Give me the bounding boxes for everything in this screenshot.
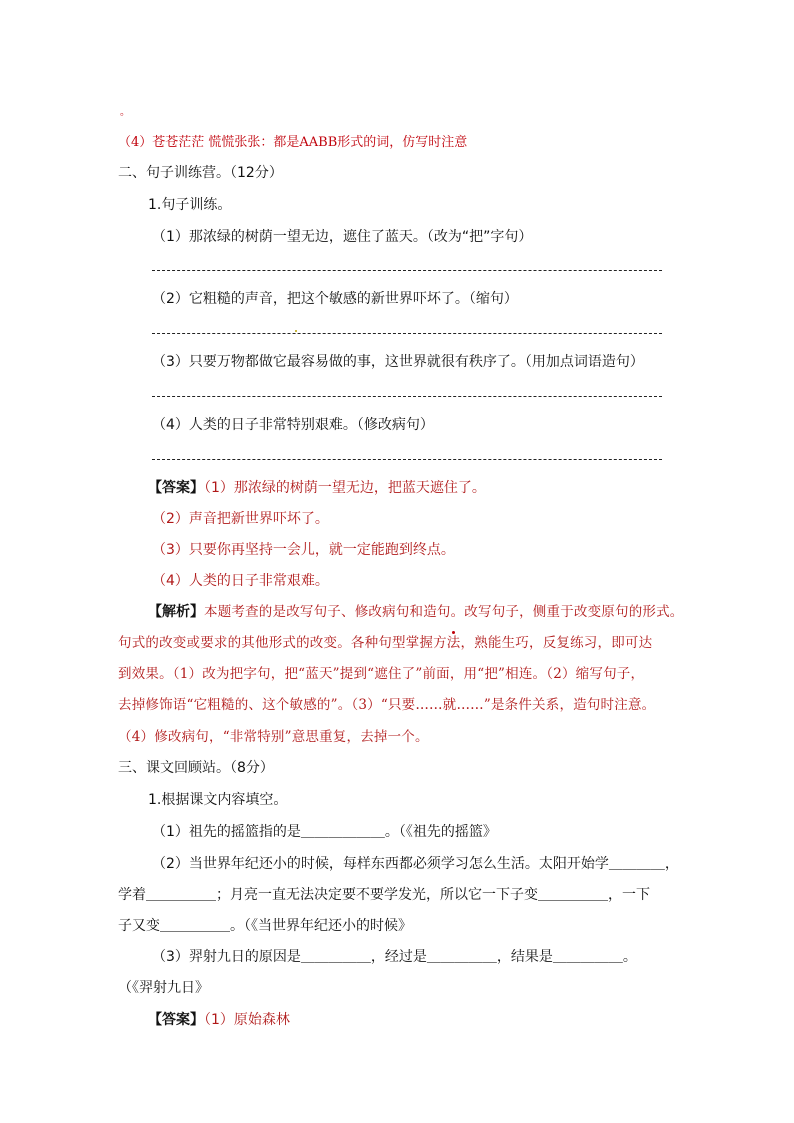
fill-line-4: 子又变＿＿＿＿＿。（《当世界年纪还小的时候》 bbox=[118, 918, 412, 934]
analysis-line-5: （4）修改病句，“非常特别”意思重复，去掉一个。 bbox=[118, 729, 429, 745]
section3-answer-row bbox=[148, 1011, 290, 1029]
analysis-line-2: 句式的改变或要求的其他形式的改变。各种句型掌握方法，熟能生巧，反复练习，即可达 bbox=[118, 635, 653, 651]
section3-answer-1: （1）原始森林 bbox=[204, 1012, 290, 1028]
fill-line-1: （1）祖先的摇篮指的是＿＿＿＿＿＿。（《祖先的摇篮》 bbox=[152, 824, 497, 840]
emphasis-dot bbox=[452, 631, 455, 634]
answer-blank-3[interactable] bbox=[152, 396, 662, 397]
fill-line-5: （3）羿射九日的原因是＿＿＿＿＿，经过是＿＿＿＿＿，结果是＿＿＿＿＿。 bbox=[152, 949, 637, 965]
exercise-item-4: （4）人类的日子非常特别艰难。（修改病句） bbox=[152, 417, 434, 433]
answer-blank-2[interactable] bbox=[152, 333, 662, 334]
fill-line-6: （《羿射九日》 bbox=[118, 980, 209, 996]
analysis-line-3: 到效果。（1）改为把字句，把“蓝天”提到“遮住了”前面，用“把”相连。（2）缩写句子， bbox=[118, 666, 645, 682]
answer-label: 【答案】 bbox=[148, 480, 204, 496]
analysis-line-4: 去掉修饰语“它粗糙的、这个敏感的”。（3）“只要……就……”是条件关系，造句时注意。 bbox=[118, 697, 656, 713]
exercise-item-3: （3）只要万物都做它最容易做的事，这世界就很有秩序了。（用加点词语造句） bbox=[152, 354, 644, 370]
answer-text-4: （4）人类的日子非常艰难。 bbox=[152, 573, 329, 589]
section3-q1-title: 1.根据课文内容填空。 bbox=[148, 792, 288, 808]
section2-q1-title: 1.句子训练。 bbox=[148, 197, 232, 213]
answer-text-2: （2）声音把新世界吓坏了。 bbox=[152, 511, 329, 527]
fill-line-2: （2）当世界年纪还小的时候，每样东西都必须学习怎么生活。太阳开始学＿＿＿＿， bbox=[152, 856, 679, 872]
answer-blank-4[interactable] bbox=[152, 459, 662, 460]
analysis-line-1: 本题考查的是改写句子、修改病句和造句。改写句子，侧重于改变原句的形式。 bbox=[204, 604, 684, 620]
answer-blank-1[interactable] bbox=[152, 270, 662, 271]
exercise-item-2: （2）它粗糙的声音，把这个敏感的新世界吓坏了。（缩句） bbox=[152, 291, 518, 307]
analysis-label: 【解析】 bbox=[148, 604, 204, 620]
answer-row-1 bbox=[148, 479, 486, 497]
answer-text-1: （1）那浓绿的树荫一望无边，把蓝天遮住了。 bbox=[204, 480, 486, 496]
section3-answer-label: 【答案】 bbox=[148, 1012, 204, 1028]
section2-heading: 二、句子训练营。（12分） bbox=[118, 165, 283, 181]
analysis-row-1 bbox=[148, 603, 684, 621]
stray-mark: 。 bbox=[120, 107, 130, 118]
previous-answer-note: （4）苍苍茫茫 慌慌张张：都是AABB形式的词，仿写时注意 bbox=[118, 135, 468, 150]
answer-text-3: （3）只要你再坚持一会儿，就一定能跑到终点。 bbox=[152, 542, 455, 558]
section3-heading: 三、课文回顾站。（8分） bbox=[118, 760, 274, 776]
stray-dot bbox=[295, 330, 297, 332]
fill-line-3: 学着＿＿＿＿＿；月亮一直无法决定要不要学发光，所以它一下子变＿＿＿＿＿，一下 bbox=[118, 887, 650, 903]
exercise-item-1: （1）那浓绿的树荫一望无边，遮住了蓝天。（改为“把”字句） bbox=[152, 229, 533, 245]
